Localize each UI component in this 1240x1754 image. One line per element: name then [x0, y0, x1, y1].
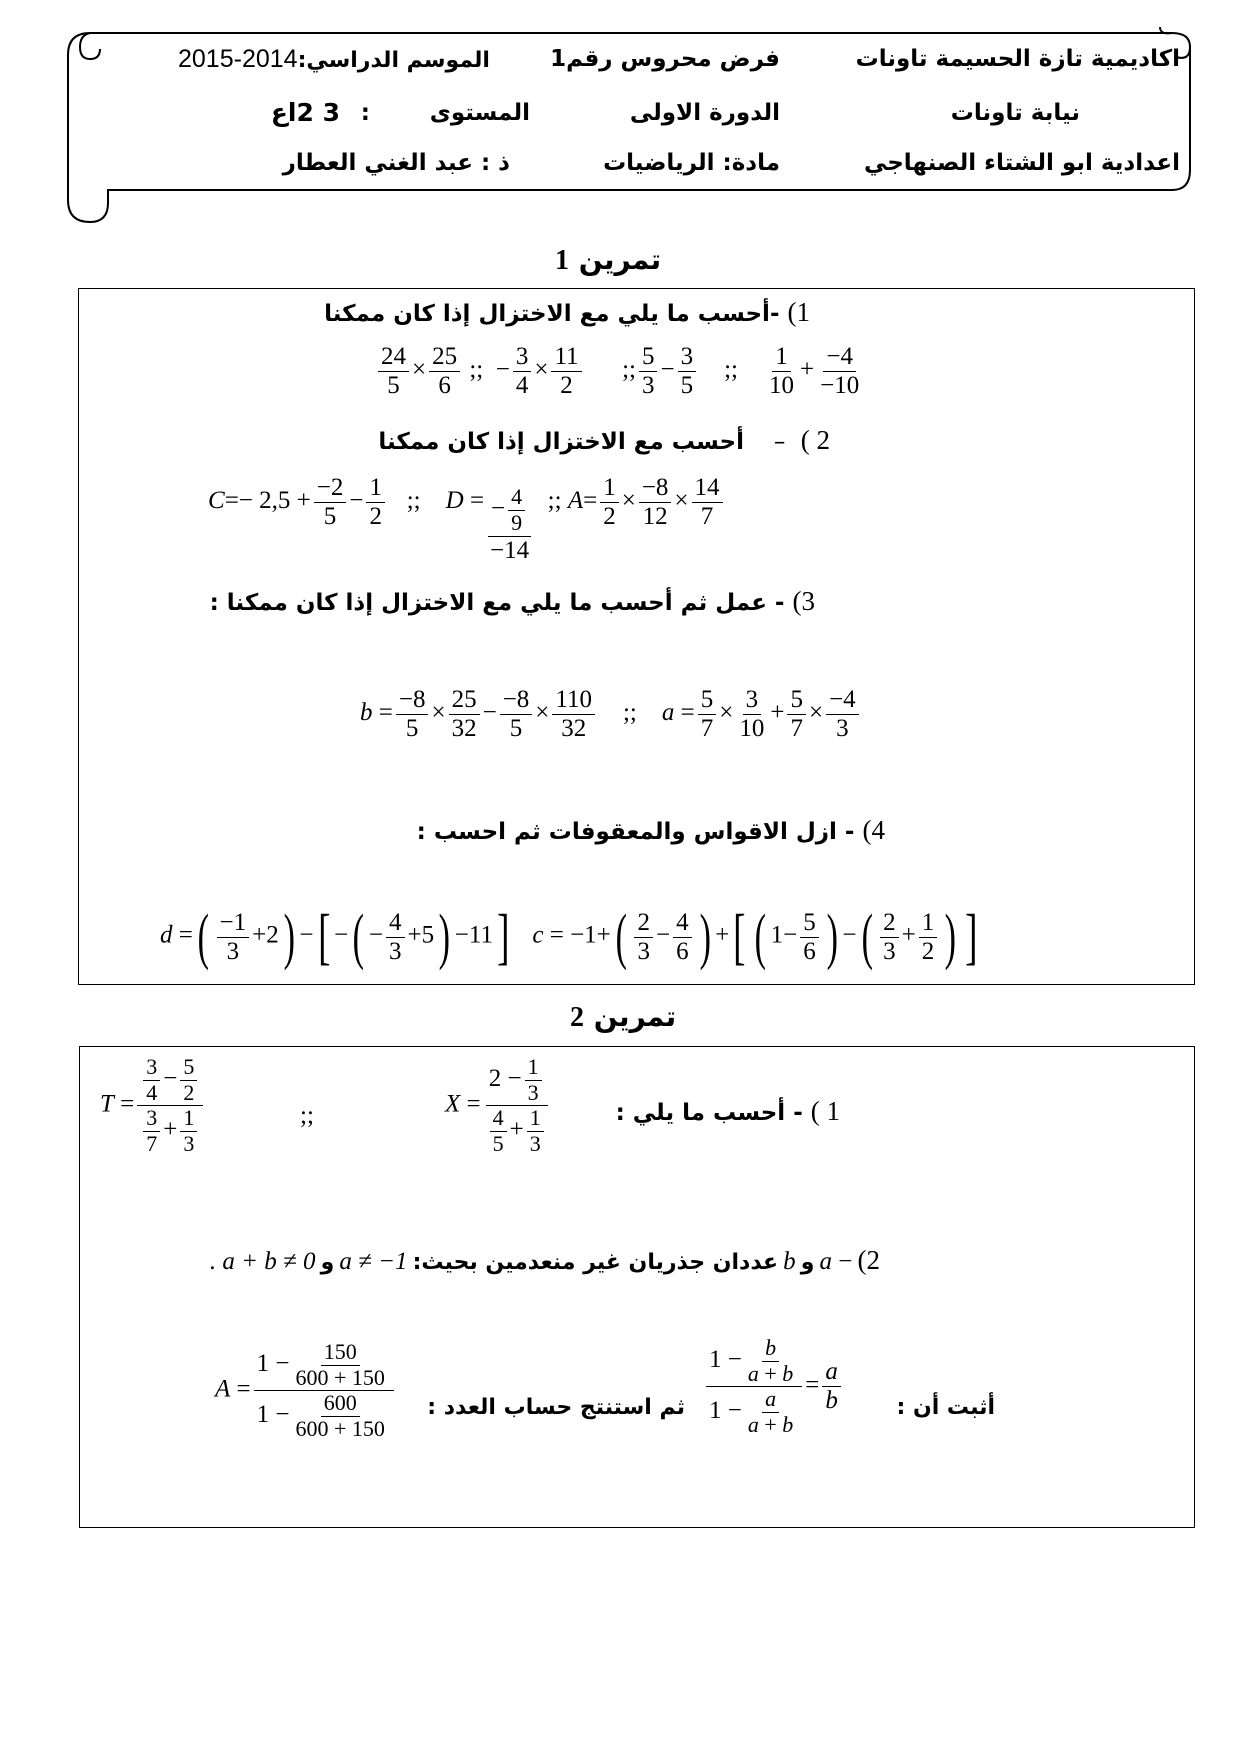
separator: ;;: [724, 356, 738, 384]
ex1-q4-expressions: d =( $\frac{-1}{3}$ +2) −[ −( − $\frac{4}{3}$ +5) −11] c = −1+( $\frac{2}{3}$ − $\frac{4}{6}$ ) +[ ( 1− $\frac{5}{6}$ ) −( $\frac{2}{3}$ + $\frac{1}{2}$ ) ]: [160, 903, 978, 971]
separator: ;;: [622, 699, 637, 727]
separator: ;;: [547, 487, 562, 515]
ex2-q2-condition2: a + b ≠ 0 .: [209, 1248, 316, 1275]
ex2-q1-number: 1 ): [810, 1096, 840, 1126]
exercise2-title-word: تمرين: [593, 1000, 677, 1033]
ex1-q3-number: 3): [792, 586, 815, 616]
ex2-prove-label: أثبت أن :: [896, 1395, 995, 1420]
exercise1-title-word: تمرين: [578, 243, 662, 276]
ex2-q2-condition1: a ≠ −1: [339, 1248, 408, 1275]
separator: ;;: [622, 356, 636, 384]
ex2-q1-expression-t: T = $\frac{3}{4}$ − $\frac{5}{2}$ $\frac{3}{7}$ + $\frac{1}{3}$: [100, 1055, 206, 1157]
ex1-q4-instruction: [417, 815, 885, 846]
ex1-q4-text: - ازل الاقواس والمعقوفات ثم احسب :: [416, 819, 855, 845]
ex1-q4-number: 4): [862, 815, 885, 845]
ex1-q1-text: -أحسب ما يلي مع الاختزال إذا كان ممكنا: [324, 301, 780, 327]
ex2-q1-separator: ;;: [300, 1102, 314, 1129]
school-year-label: الموسم الدراسي:: [297, 48, 490, 73]
level-label: المستوى: [429, 100, 530, 126]
ex2-q2-and-2: و: [320, 1250, 335, 1275]
ex1-q2-instruction: 2 ) – أحسب مع الاختزال إذا كان ممكنا: [378, 425, 830, 455]
teacher-name: ذ : عبد الغني العطار: [282, 150, 510, 176]
ex1-q3-text: - عمل ثم أحسب ما يلي مع الاختزال إذا كان ممكنا :: [209, 590, 785, 616]
level-colon: :: [360, 100, 370, 126]
ex2-q2-number: 2): [857, 1245, 880, 1275]
exercise1-title: [555, 243, 661, 277]
school-year-value: 2014-2015: [178, 45, 298, 73]
ex1-q3-expressions: b = $\frac{-8}{5}$ × $\frac{25}{32}$ − $\frac{-8}{5}$ × $\frac{110}{32}$ ;; a = $\frac{5}{7}$ × $\frac{3}{10}$ + $\frac{5}{7}$ × $\frac{-4}{3}$: [360, 686, 862, 743]
level-value: 3 2اع: [270, 98, 340, 127]
ex2-q2-and: و: [800, 1250, 815, 1275]
ex1-q1-number: 1): [787, 297, 810, 327]
exam-title: فرض محروس رقم1: [550, 46, 780, 72]
exercise2-title: [570, 1000, 676, 1034]
directorate-name: نيابة تاونات: [950, 100, 1080, 126]
ex1-q3-instruction: [210, 586, 815, 617]
ex2-q2-text: عددان جذريان غير منعدمين بحيث:: [412, 1250, 779, 1275]
separator: ;;: [469, 356, 484, 384]
school-name: اعدادية ابو الشتاء الصنهاجي: [863, 150, 1180, 176]
academy-name: اكاديمية تازة الحسيمة تاونات: [855, 46, 1180, 72]
session: الدورة الاولى: [629, 100, 780, 126]
school-year: [178, 44, 490, 74]
ex2-expression-a: A = 1 − $\frac{150}{600 + 150}$ 1 − $\frac{600}{600 + 150}$: [215, 1340, 397, 1442]
separator: ;;: [406, 487, 421, 515]
ex1-q2-text: أحسب مع الاختزال إذا كان ممكنا: [378, 429, 744, 455]
exercise2-title-number: 2: [570, 1002, 584, 1033]
ex2-deduce-label: ثم استنتج حساب العدد :: [427, 1395, 685, 1420]
ex2-q1-instruction: [616, 1096, 840, 1127]
ex1-q1-expressions: $\frac{24}{5}$ × $\frac{25}{6}$ ;; − $\frac{3}{4}$ × $\frac{11}{2}$ ;; $\frac{5}{3}$ − $\frac{3}{5}$ ;; $\frac{1}{10}$ + $\frac{-4}{-10}$: [375, 343, 865, 400]
ex1-q1-instruction: [324, 297, 810, 328]
ex2-q1-expression-x: X = 2 − $\frac{1}{3}$ $\frac{4}{5}$ + $\frac{1}{3}$: [445, 1055, 553, 1157]
ex1-q2-number: 2 ): [800, 425, 830, 455]
subject: مادة: الرياضيات: [603, 150, 780, 176]
exercise1-title-number: 1: [555, 245, 569, 276]
ex2-q2-instruction: 2) − a و b عددان جذريان غير منعدمين بحيث: a ≠ −1 و a + b ≠ 0 .: [209, 1245, 880, 1275]
ex2-identity: 1 − $\frac{b}{a + b}$ 1 − $\frac{a}{a + b}$ = $\frac{a}{b}$: [703, 1336, 844, 1438]
ex2-q1-text: - أحسب ما يلي :: [615, 1100, 803, 1126]
ex1-q2-expressions: C=− 2,5 + $\frac{-2}{5}$ − $\frac{1}{2}$ ;; D = − $\frac{4}{9}$ −14 ;; A= $\frac{1}{2}$ × $\frac{-8}{12}$ × $\frac{14}{7}$: [208, 474, 726, 565]
